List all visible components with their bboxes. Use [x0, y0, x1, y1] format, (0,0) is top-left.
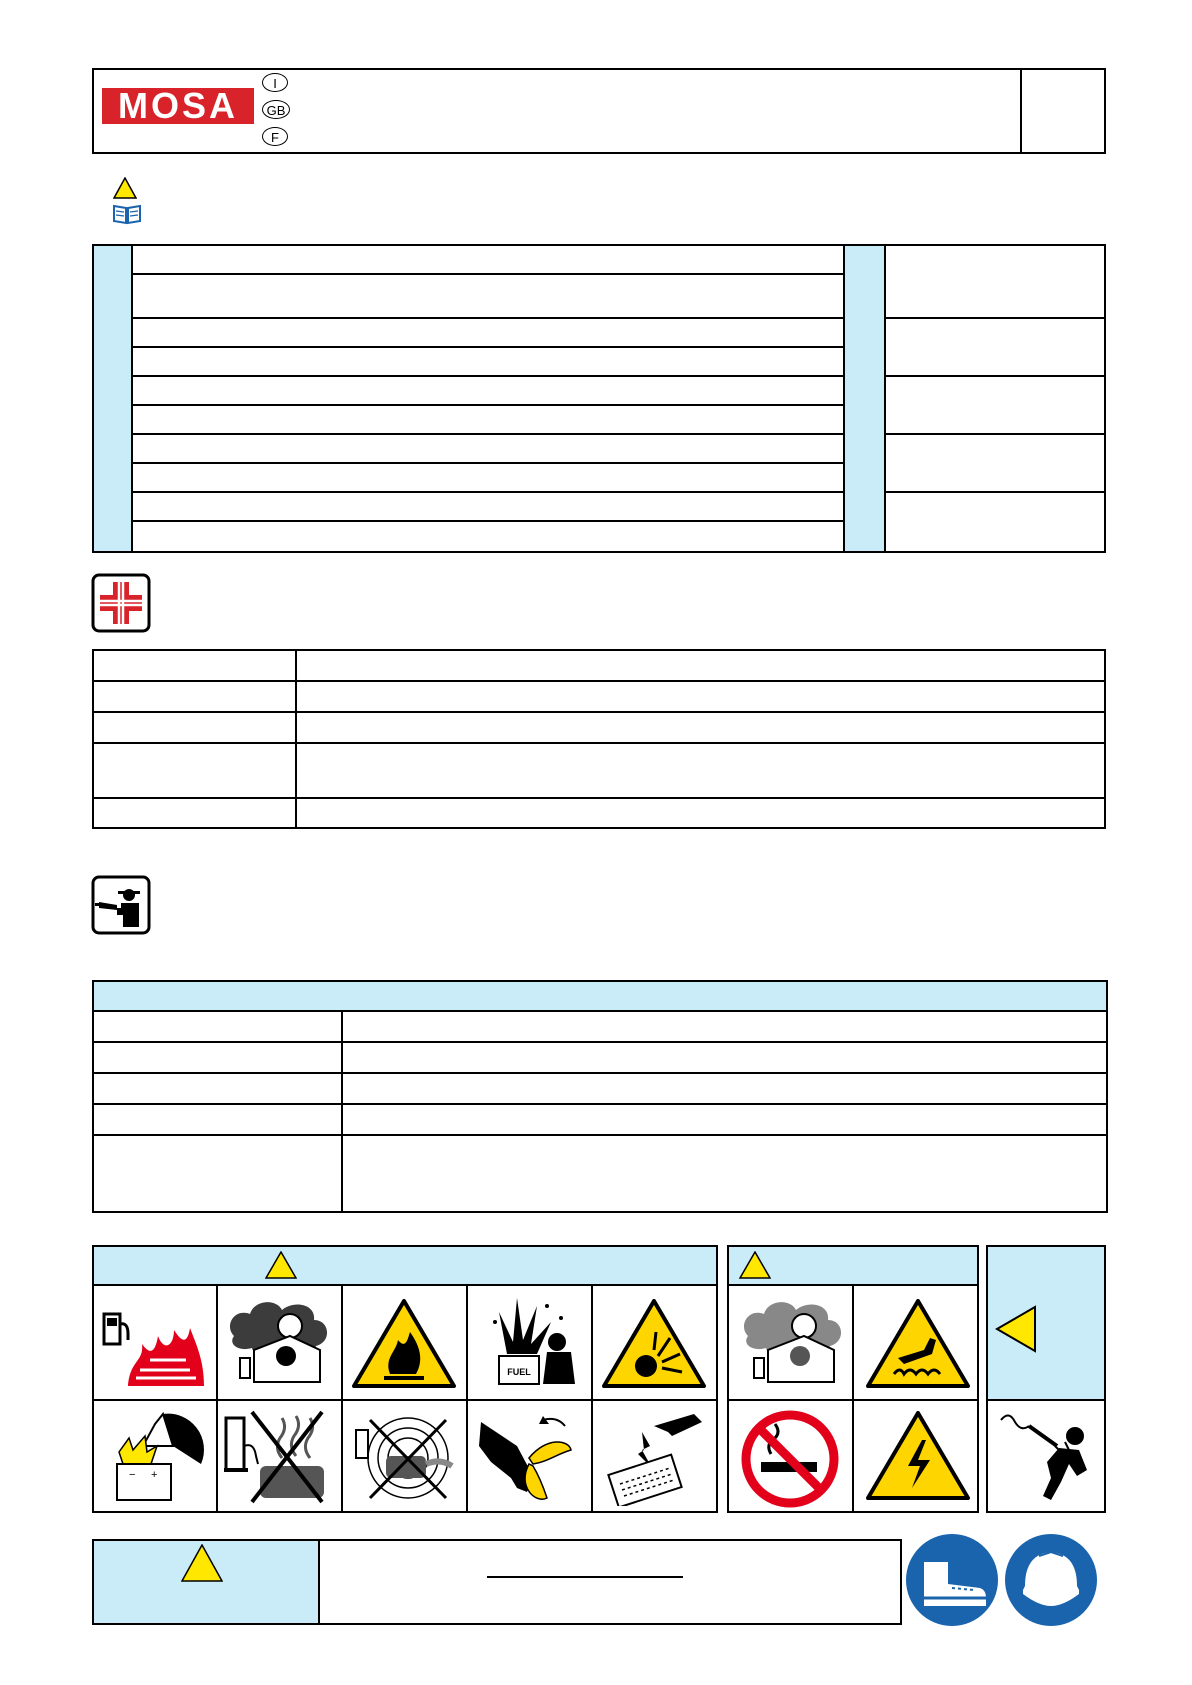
safety-notice-underline: [487, 1576, 683, 1578]
pointer-triangle-icon: [995, 1305, 1037, 1353]
warning-triangle-icon: [265, 1251, 297, 1279]
no-exhaust-indoors-icon: [222, 1406, 334, 1506]
mosa-logo: [102, 88, 254, 124]
battery-explosion-icon: [103, 1406, 211, 1506]
first-aid-table: [92, 649, 1106, 829]
language-badge-gb: GB: [262, 100, 290, 119]
flammable-warning-icon: [350, 1298, 458, 1390]
fuel-fire-icon: [100, 1300, 210, 1390]
ppe-helmet-icon: [1003, 1532, 1099, 1628]
language-badge-fr: F: [262, 127, 288, 146]
fire-extinguisher-icon: [91, 875, 151, 935]
ppe-shoes-icon: [904, 1532, 1000, 1628]
electrocution-person-icon: [995, 1406, 1099, 1506]
info-table: [92, 244, 1106, 553]
toxic-fumes-icon: [224, 1296, 334, 1391]
first-aid-cross-icon: [91, 573, 151, 633]
svg-text:+: +: [151, 1469, 158, 1481]
hazard-panel-left-header: [94, 1247, 716, 1284]
rotating-fan-hand-icon: [477, 1406, 585, 1506]
fire-table-header: [94, 982, 1106, 1010]
manual-book-icon: [112, 203, 142, 225]
svg-text:−: −: [129, 1469, 136, 1481]
language-badge-it: I: [262, 73, 288, 92]
no-smoking-icon: [741, 1410, 839, 1508]
hot-surface-warning-icon: [864, 1298, 972, 1390]
svg-text:FUEL: FUEL: [507, 1367, 531, 1377]
fire-table: [92, 980, 1108, 1213]
warning-triangle-icon: [739, 1251, 771, 1279]
electric-shock-warning-icon: [864, 1410, 972, 1502]
fuel-explosion-icon: [477, 1292, 581, 1390]
warning-triangle-icon: [181, 1544, 223, 1582]
info-table-left-strip: [94, 246, 132, 551]
svg-text:MOSA: MOSA: [118, 88, 238, 124]
explosive-warning-icon: [600, 1298, 708, 1390]
warning-triangle-icon: [113, 177, 137, 199]
info-table-mid-strip: [845, 246, 885, 551]
toxic-fumes-icon: [738, 1296, 848, 1391]
no-refuel-running-icon: [350, 1406, 460, 1506]
electronic-board-shock-icon: [598, 1406, 708, 1506]
